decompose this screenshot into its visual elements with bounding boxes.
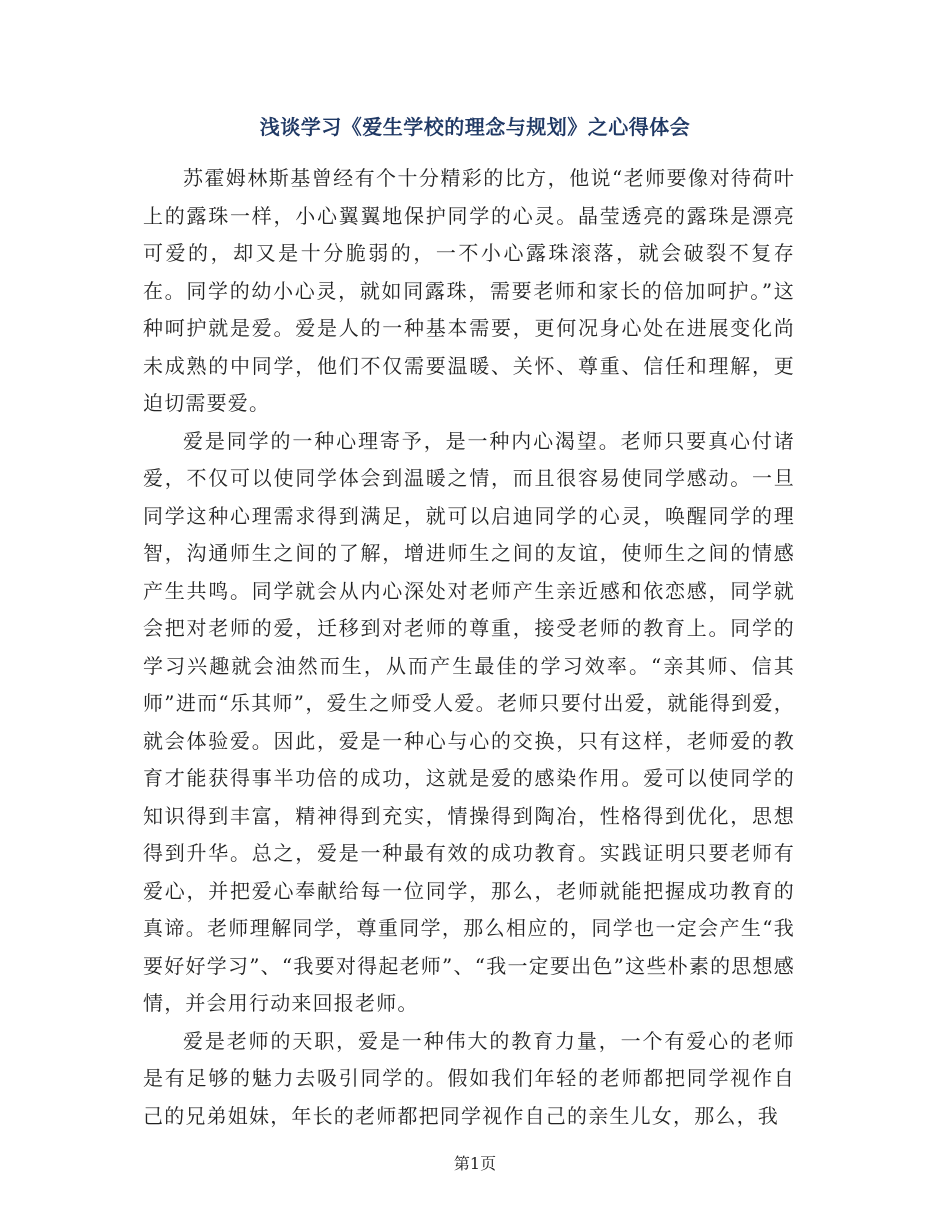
- document-title: 浅谈学习《爱生学校的理念与规划》之心得体会: [259, 115, 691, 139]
- paragraph-1: 苏霍姆林斯基曾经有个十分精彩的比方，他说“老师要像对待荷叶上的露珠一样，小心翼翼地保护同学的心灵。晶莹透亮的露珠是漂亮可爱的，却又是十分脆弱的，一不小心露珠滚落，就会破裂不复存在。同学的幼小心灵，就如同露珠，需要老师和家长的倍加呵护。”这种呵护就是爱。爱是人的一种基本需要，更何况身心处在进展变化尚未成熟的中同学，他们不仅需要温暖、关怀、尊重、信任和理解，更迫切需要爱。: [143, 166, 795, 415]
- document-body: [143, 160, 795, 1135]
- paragraph-3: 爱是老师的天职，爱是一种伟大的教育力量，一个有爱心的老师是有足够的魅力去吸引同学的。假如我们年轻的老师都把同学视作自己的兄弟姐妹，年长的老师都把同学视作自己的亲生儿女，那么，我: [143, 1028, 795, 1128]
- paragraph-2: 爱是同学的一种心理寄予，是一种内心渴望。老师只要真心付诸爱，不仅可以使同学体会到温暖之情，而且很容易使同学感动。一旦同学这种心理需求得到满足，就可以启迪同学的心灵，唤醒同学的理智，沟通师生之间的了解，增进师生之间的友谊，使师生之间的情感产生共鸣。同学就会从内心深处对老师产生亲近感和依恋感，同学就会把对老师的爱，迁移到对老师的尊重，接受老师的教育上。同学的学习兴趣就会油然而生，从而产生最佳的学习效率。“亲其师、信其师”进而“乐其师”，爱生之师受人爱。老师只要付出爱，就能得到爱，就会体验爱。因此，爱是一种心与心的交换，只有这样，老师爱的教育才能获得事半功倍的成功，这就是爱的感染作用。爱可以使同学的知识得到丰富，精神得到充实，情操得到陶冶，性格得到优化，思想得到升华。总之，爱是一种最有效的成功教育。实践证明只要老师有爱心，并把爱心奉献给每一位同学，那么，老师就能把握成功教育的真谛。老师理解同学，尊重同学，那么相应的，同学也一定会产生“我要好好学习”、“我要对得起老师”、“我一定要出色”这些朴素的思想感情，并会用行动来回报老师。: [143, 428, 795, 1015]
- page-number: 第1页: [453, 1154, 497, 1173]
